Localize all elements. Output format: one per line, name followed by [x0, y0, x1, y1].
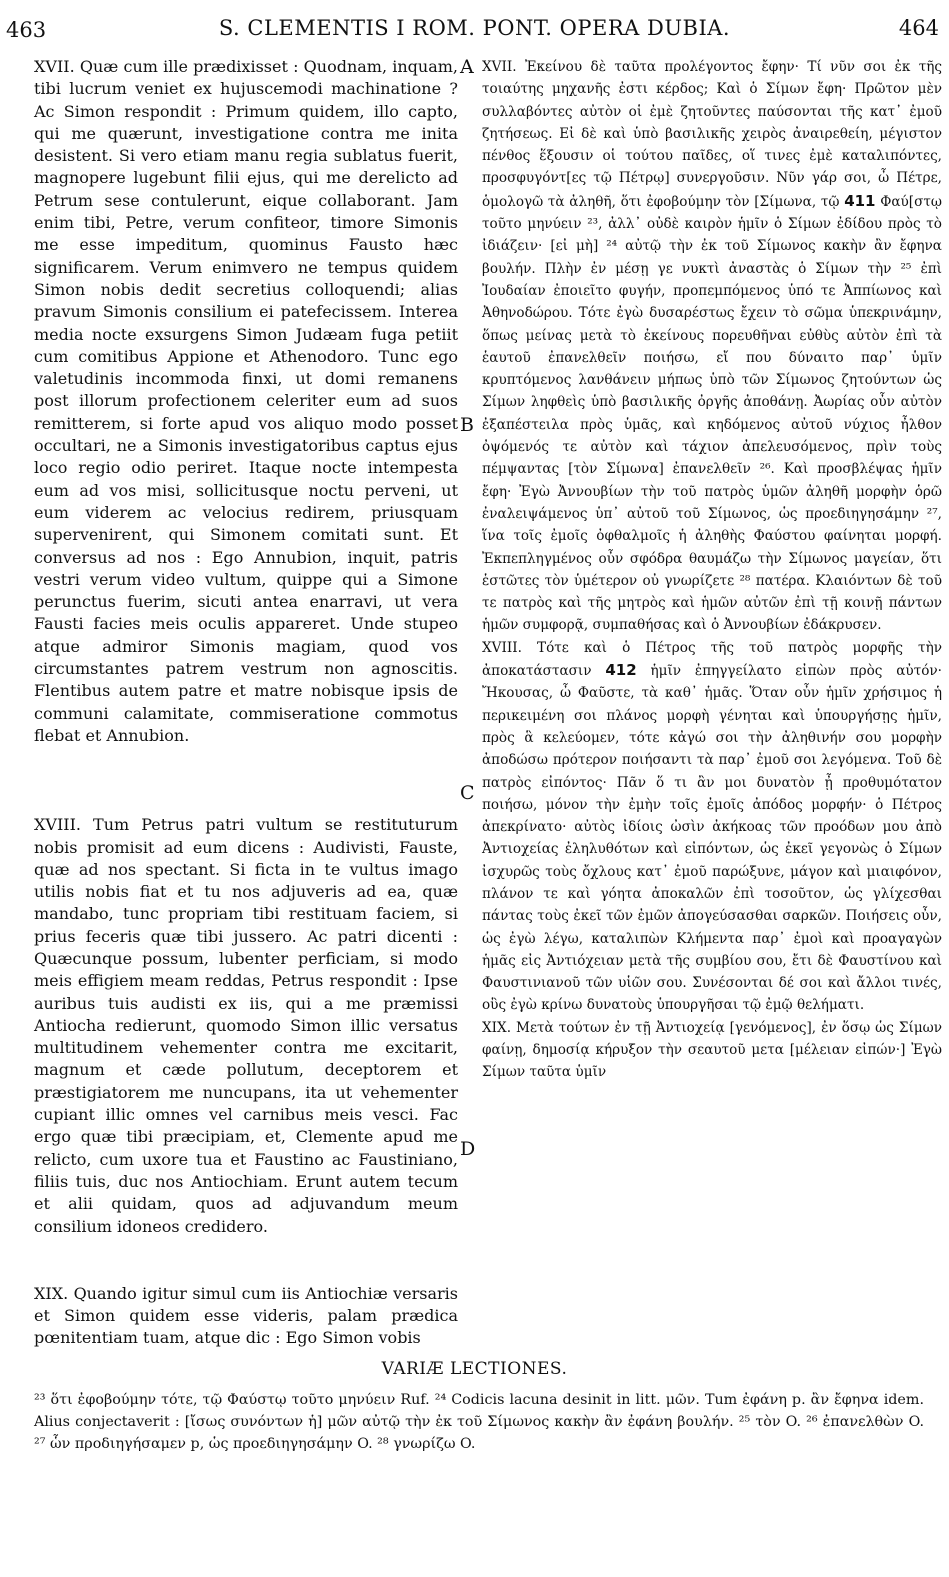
greek-chapter-17-part1: XVII. Ἐκείνου δὲ ταῦτα προλέγοντος ἔφην· Τί νῦν σοι ἐκ τῆς τοιαύτης μηχανῆς ἐστι κέρδος; Καὶ ὁ Σίμων ἔφη· Πρῶτον μὲν συλλαβόντες αὐτὸν οἱ ἐμὲ ζητοῦντες παύσονται τῆς κατ᾽ ἐμοῦ ζητήσεως. Εἰ δὲ καὶ ὑπὸ βασιλικῆς χειρὸς ἀναιρεθείη, μέγιστον πένθος ἕξουσιν οἱ τούτου παῖδες, οἵ τινες ἐμὲ καταλιπόντες, προσφυγόντ[ες τῷ Πέτρῳ] συνεργοῦσιν. Νῦν γάρ σοι, ὦ Πέτρε, ὁμολογῶ τὰ ἀληθῆ, ὅτι ἐφοβούμην τὸν [Σίμωνα, τῷ [482, 59, 942, 210]
running-title: S. CLEMENTIS I ROM. PONT. OPERA DUBIA. [218, 16, 731, 40]
greek-chapter-17 [482, 56, 942, 637]
section-marker-d: D [460, 1138, 476, 1160]
column-number-412: 412 [605, 661, 637, 680]
section-marker-c: C [460, 782, 475, 804]
greek-chapter-18 [482, 637, 942, 1017]
greek-chapter-17-part2: Φαύ[στῳ τοῦτο μηνύειν ²³, ἀλλ᾽ οὐδὲ καιρὸν ἡμῖν ὁ Σίμων ἐδίδου πρὸς τὸ ἰδιάζειν· [εἰ μὴ] ²⁴ αὐτῷ τὴν ἐκ τοῦ Σίμωνος κακὴν ἂν ἔφηνα βουλήν. Πλὴν ἐν μέσῃ γε νυκτὶ ἀναστὰς ὁ Σίμων τὴν ²⁵ ἐπὶ Ἰουδαίαν ἐποιεῖτο φυγήν, προπεμπόμενος ὑπό τε Ἀππίωνος καὶ Ἀθηνοδώρου. Τότε ἐγὼ δυσαρέστως ἔχειν τὸ σῶμα ὑπεκρινάμην, ὅπως μείνας μετὰ τὸ ἐκείνους πορευθῆναι εὐθὺς αὐτὸν ἐπὶ τὰ ἑαυτοῦ ἐπανελθεῖν ποιήσω, εἴ που δύναιτο παρ᾽ ὑμῖν κρυπτόμενος λανθάνειν μήπως ὑπὸ τῶν Σίμωνος ζητούντων ὡς Σίμων ληφθεὶς ὑπὸ βασιλικῆς ὀργῆς ἀποθάνῃ. Ἀωρίας οὖν αὐτὸν ἐξαπέστειλα πρὸς ὑμᾶς, καὶ κηδόμενος αὐτοῦ νύχιος ἦλθον ὀψόμενός τε αὐτὸν καὶ τάχιον ἀπελευσόμενος, πρὶν τοὺς πέμψαντας [τὸν Σίμωνα] ἐπανελθεῖν ²⁶. Καὶ προσβλέψας ἡμῖν ἔφη· Ἐγὼ Ἀννουβίων τὴν τοῦ πατρὸς ὑμῶν ἀληθῆ μορφὴν ὁρῶ ἐναλειψάμενος ὑπ᾽ αὐτοῦ τοῦ Σίμωνος, ὡς προεδιηγησάμην ²⁷, ἵνα τοῖς ἐμοῖς ὀφθαλμοῖς ἡ ἀληθὴς Φαύστου φαίνηται μορφή. Ἐκπεπληγμένος οὖν σφόδρα θαυμάζω τὴν Σίμωνος μαγείαν, ὅτι ἑστῶτες τὸν ὑμέτερον οὐ γνωρίζετε ²⁸ πατέρα. Κλαιόντων δὲ τοῦ τε πατρὸς καὶ τῆς μητρὸς καὶ ἡμῶν αὐτῶν ἐπὶ τῇ κοινῇ πάντων ἡμῶν συμφορᾷ, συμπαθήσας καὶ ὁ Ἀννουβίων ἐδάκρυσεν. [482, 193, 942, 634]
page-number-left: 463 [6, 18, 47, 42]
column-number-411: 411 [844, 191, 876, 210]
latin-chapter-19: XIX. Quando igitur simul cum iis Antiochiæ versaris et Simon quidem esse videris, palam prædica pœnitentiam tuam, atque dic : Ego Simon vobis [34, 1283, 458, 1348]
greek-chapter-19: XIX. Μετὰ τούτων ἐν τῇ Ἀντιοχείᾳ [γενόμενος], ἐν ὅσῳ ὡς Σίμων φαίνῃ, δημοσίᾳ κήρυξον τὴν σεαυτοῦ μετα [μέλειαν εἰπών·] Ἐγὼ Σίμων ταῦτα ὑμῖν [482, 1019, 942, 1081]
page-number-right: 464 [898, 16, 939, 40]
variae-lectiones-heading: VARIÆ LECTIONES. [381, 1359, 568, 1379]
variae-lectiones-notes: ²³ ὅτι ἐφοβούμην τότε, τῷ Φαύστῳ τοῦτο μηνύειν Ruf. ²⁴ Codicis lacuna desinit in litt. μῶν. Tum ἐφάνη p. ἂν ἔφηνα idem. Alius conjectaverit : [ἴσως συνόντων ἡ] μῶν αὐτῷ τὴν ἐκ τοῦ Σίμωνος κακὴν ἂν ἐφάνη βουλήν. ²⁵ τὸν O. ²⁶ ἐπανελθὼν O. ²⁷ ὧν προδιηγήσαμεν p, ὡς προεδιηγησάμην O. ²⁸ γνωρίζω O. [34, 1392, 924, 1452]
section-marker-a: A [460, 56, 474, 78]
greek-column [482, 56, 942, 1084]
latin-column [34, 56, 458, 1350]
latin-chapter-18: XVIII. Tum Petrus patri vultum se restituturum nobis promisit ad eum dicens : Audivisti, Fauste, quæ ad nos spectant. Si ficta in te vultus imago utilis nobis fiat et tu nos adjuveris ad ea, quæ mandabo, tunc propriam tibi restituam faciem, si prius feceris quæ tibi jussero. Ac patri dicenti : Quæcunque possum, lubenter perficiam, si modo meis effigiem meam reddas, Petrus respondit : Ipse auribus tuis audisti ex iis, qui a me præmissi Antiocha redierunt, quomodo Simon illic versatus multitudinem vehementer contra me excitarit, magnum et cæde pollutum, deceptorem et præstigiatorem me nuncupans, ita ut vehementer cupiant illic omnes vel carnibus meis vesci. Fac ergo quæ tibi præcipiam, et, Clemente apud me relicto, cum uxore tua et Faustino ac Faustiniano, filiis tuis, duc nos Antiochiam. Erunt autem tecum et alii quidam, quos ad adjuvandum meum consilium idoneos credidero. [34, 815, 458, 1236]
greek-chapter-18-part2: ἡμῖν ἐπηγγείλατο εἰπὼν πρὸς αὐτόν· Ἤκουσας, ὦ Φαῦστε, τὰ καθ᾽ ἡμᾶς. Ὅταν οὖν ἡμῖν χρήσιμος ἡ περικειμένη σοι πλάνος μορφὴ γένηται καὶ ὑπουργήσῃς ἡμῖν, πρὸς ἃ κελεύομεν, τότε κἀγώ σοι τὴν ἀληθινήν σου μορφὴν ἀποδώσω πρότερον ποιήσαντι τὰ παρ᾽ ἐμοῦ σοι λεγόμενα. Τοῦ δὲ πατρὸς εἰπόντος· Πᾶν ὅ τι ἂν μοι δυνατὸν ᾖ προθυμότατον ποιήσω, μόνον τὴν ἐμὴν τοῖς ἐμοῖς ἀπόδος μορφήν· ὁ Πέτρος ἀπεκρίνατο· αὐτὸς ἰδίοις ὠσὶν ἀκήκοας τῶν προόδων μου ἀπὸ Ἀντιοχείας ἐληλυθότων καὶ εἰπόντων, ὡς ἐκεῖ γεγονὼς ὁ Σίμων ἰσχυρῶς τοὺς ὄχλους κατ᾽ ἐμοῦ παρώξυνε, μάγον καὶ μιαιφόνον, πλάνον τε καὶ γόητα ἀποκαλῶν ἐπὶ τοσοῦτον, ὡς γλίχεσθαι πάντας τοὺς ἐκεῖ τῶν ἐμῶν ἀπογεύσασθαι σαρκῶν. Ποιήσεις οὖν, ὡς ἐγὼ λέγω, καταλιπὼν Κλήμεντα παρ᾽ ἐμοὶ καὶ προαγαγὼν ἡμᾶς εἰς Ἀντιόχειαν μετὰ τῆς συμβίου σου, ἔτι δὲ Φαυστίνου καὶ Φαυστινιανοῦ τῶν υἱῶν σου. Συνέσονται δέ σοι καὶ ἄλλοι τινές, οὓς ἐγὼ κρίνω δυνατοὺς ὑπουργῆσαι τῷ ἐμῷ θελήματι. [482, 663, 942, 1014]
greek-chapter-18-part1: XVIII. Τότε καὶ ὁ Πέτρος τῆς τοῦ πατρὸς μορφῆς τὴν ἀποκατάστασιν [482, 639, 942, 680]
page-header [0, 14, 949, 44]
latin-chapter-17: XVII. Quæ cum ille prædixisset : Quodnam, inquam, tibi lucrum veniet ex hujuscemodi machinatione ? Ac Simon respondit : Primum quidem, illo capto, qui me quærunt, investigatione contra me inita desistent. Si vero etiam manu regia sublatus fuerit, magnopere lugebunt filii ejus, qui me derelicto ad Petrum sese contulerunt, eique collaborant. Jam enim tibi, Petre, verum confiteor, timore Simonis me esse impeditum, quominus Fausto hæc significarem. Verum enimvero ne tempus quidem Simon nobis dedit secretius colloquendi; alias pravum Simonis consilium ei patefecissem. Interea media nocte exsurgens Simon Judæam fuga petiit cum comitibus Appione et Athenodoro. Tunc ego valetudinis incommoda finxi, ut domi remanens post illorum profectionem celeriter eum ad suos remitterem, si forte apud vos aliquo modo posset occultari, ne a Simonis investigatoribus captus ejus loco regio odio periret. Itaque nocte intempesta eum ad vos misi, sollicitusque noctu perveni, ut eum viderem ac velocius redirem, priusquam supervenirent, qui Simonem comitati sunt. Et conversus ad nos : Ego Annubion, inquit, patris vestri verum video vultum, quippe qui a Simone perunctus fuerim, sicuti antea enarravi, ut vera Fausti facies meis oculis appareret. Unde stupeo atque admiror Simonis magiam, quod vos circumstantes patrem vestrum non agnoscitis. Flentibus autem patre et matre nobisque ipsis de communi calamitate, commiseratione commotus flebat et Annubion. [34, 57, 458, 745]
section-marker-b: B [460, 414, 474, 436]
